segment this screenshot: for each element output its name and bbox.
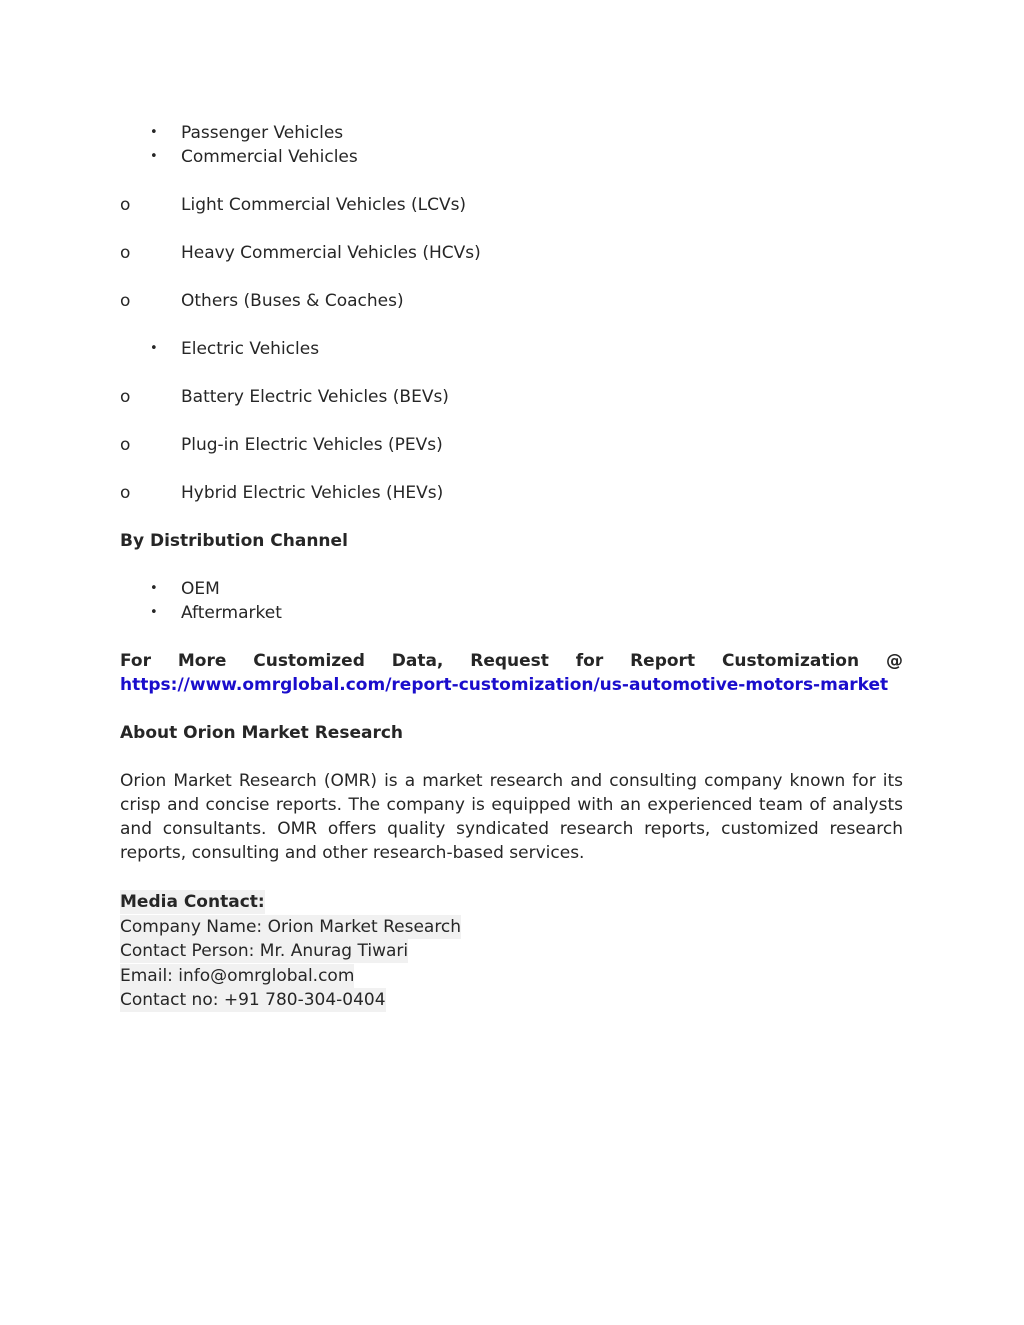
bullet-marker: • bbox=[150, 581, 158, 596]
word: Report bbox=[630, 651, 696, 671]
sub-marker: o bbox=[120, 195, 131, 215]
contact-email: Email: info@omrglobal.com bbox=[120, 966, 355, 986]
media-contact-heading: Media Contact: bbox=[120, 892, 265, 912]
list-item: Plug-in Electric Vehicles (PEVs) bbox=[181, 435, 443, 455]
sub-marker: o bbox=[120, 291, 131, 311]
word: Customization bbox=[721, 651, 860, 671]
sub-marker: o bbox=[120, 387, 131, 407]
list-item: Passenger Vehicles bbox=[181, 123, 344, 143]
list-item: Light Commercial Vehicles (LCVs) bbox=[181, 195, 467, 215]
word: for bbox=[575, 651, 604, 671]
bullet-marker: • bbox=[150, 605, 158, 620]
bullet-marker: • bbox=[150, 341, 158, 356]
customization-link[interactable]: https://www.omrglobal.com/report-customization/us-automotive-motors-market bbox=[120, 675, 889, 695]
word: Customized bbox=[253, 651, 365, 671]
contact-company: Company Name: Orion Market Research bbox=[120, 917, 462, 937]
word: Request bbox=[470, 651, 549, 671]
list-item: OEM bbox=[181, 579, 220, 599]
sub-marker: o bbox=[120, 243, 131, 263]
contact-phone: Contact no: +91 780-304-0404 bbox=[120, 990, 386, 1010]
sub-marker: o bbox=[120, 435, 131, 455]
list-item: Heavy Commercial Vehicles (HCVs) bbox=[181, 243, 481, 263]
word: Data, bbox=[391, 651, 444, 671]
about-paragraph: Orion Market Research (OMR) is a market research and consulting company known for its crisp and concise reports. The company is equipped with an experienced team of analysts and consultants. OMR offers quality syndicated research reports, customized research reports, consulting and other research-based services. bbox=[120, 771, 903, 863]
word: @ bbox=[885, 651, 903, 671]
word: More bbox=[177, 651, 227, 671]
list-item: Commercial Vehicles bbox=[181, 147, 358, 167]
list-item: Hybrid Electric Vehicles (HEVs) bbox=[181, 483, 444, 503]
list-item: Others (Buses & Coaches) bbox=[181, 291, 404, 311]
customization-request-line bbox=[120, 649, 903, 673]
bullet-marker: • bbox=[150, 125, 158, 140]
list-item: Battery Electric Vehicles (BEVs) bbox=[181, 387, 449, 407]
bullet-marker: • bbox=[150, 149, 158, 164]
list-item: Electric Vehicles bbox=[181, 339, 320, 359]
word: For bbox=[120, 651, 151, 671]
about-heading: About Orion Market Research bbox=[120, 723, 404, 743]
list-item: Aftermarket bbox=[181, 603, 282, 623]
sub-marker: o bbox=[120, 483, 131, 503]
contact-person: Contact Person: Mr. Anurag Tiwari bbox=[120, 941, 409, 961]
distribution-heading: By Distribution Channel bbox=[120, 531, 348, 551]
